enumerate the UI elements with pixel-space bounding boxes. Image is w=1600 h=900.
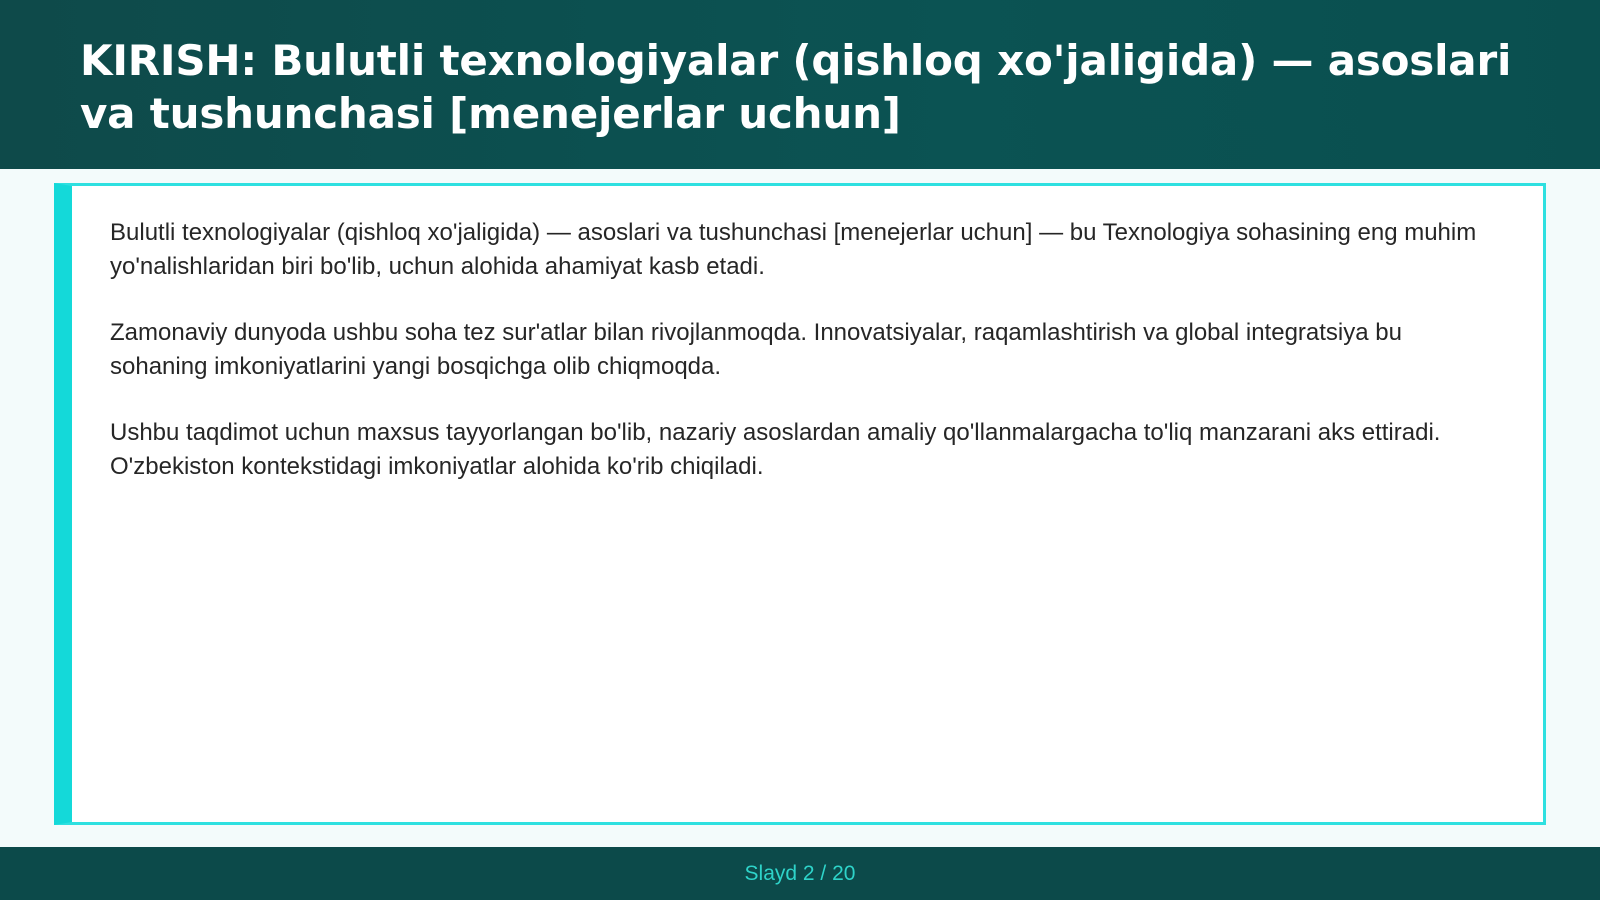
- slide-title: KIRISH: Bulutli texnologiyalar (qishloq xo'jaligida) — asoslari va tushunchasi [menejerlar uchun]: [80, 36, 1512, 138]
- content-panel: [54, 183, 1546, 825]
- paragraph-modern-world: Zamonaviy dunyoda ushbu soha tez sur'atlar bilan rivojlanmoqda. Innovatsiyalar, raqamlashtirish va global integratsiya bu sohaning imkoniyatlarini yangi bosqichga olib chiqmoqda.: [110, 319, 1402, 380]
- slide-footer: [0, 847, 1600, 900]
- paragraph-presentation-purpose: Ushbu taqdimot uchun maxsus tayyorlangan bo'lib, nazariy asoslardan amaliy qo'llanmalargacha to'liq manzarani aks ettiradi. O'zbekiston kontekstidagi imkoniyatlar alohida ko'rib chiqiladi.: [110, 419, 1441, 480]
- slide-header: [0, 0, 1600, 169]
- paragraph-intro: Bulutli texnologiyalar (qishloq xo'jaligida) — asoslari va tushunchasi [menejerlar uchun] — bu Texnologiya sohasining eng muhim yo'nalishlaridan biri bo'lib, uchun alohida ahamiyat kasb etadi.: [110, 219, 1477, 280]
- slide-counter: Slayd 2 / 20: [744, 862, 856, 885]
